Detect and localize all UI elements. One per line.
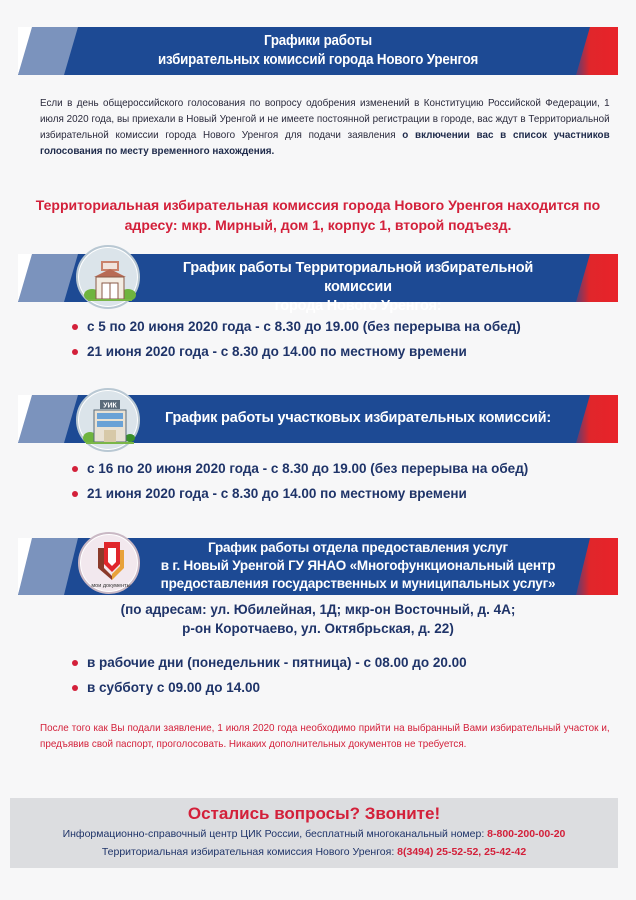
mfc-schedule-list (72, 650, 467, 700)
intro-paragraph (40, 95, 610, 159)
uik-schedule-list (72, 456, 528, 506)
page-title (42, 27, 594, 70)
section-title-line2: в г. Новый Уренгой ГУ ЯНАО «Многофункциональный центр (160, 558, 556, 573)
list-item: с 5 по 20 июня 2020 года - с 8.30 до 19.00 (без перерыва на обед) (72, 314, 521, 339)
contacts-box (10, 798, 618, 868)
list-item: 21 июня 2020 года - с 8.30 до 14.00 по местному времени (72, 339, 521, 364)
section-title-line2: города Нового Уренгоя: (274, 298, 442, 314)
mfc-addresses (18, 600, 618, 638)
page-title-line2: избирательных комиссий города Нового Уренгоя (157, 52, 479, 68)
mfc-address-line1: (по адресам: ул. Юбилейная, 1Д; мкр-он Восточный, д. 4А; (120, 602, 516, 617)
contacts-heading: Остались вопросы? Звоните! (187, 804, 441, 823)
intro-text: Если в день общероссийского голосования по вопросу одобрения изменений в Конституцию Российской Федерации, 1 июля 2020 года, вы приехали в Новый Уренгой и не имеете постоянной регистрации в городе, вас ждут в Территориальной избирательной комиссии города Нового Уренгоя для подачи заявления (40, 97, 610, 141)
tik-schedule-list (72, 314, 521, 364)
list-item: в субботу с 09.00 до 14.00 (72, 675, 467, 700)
list-item: 21 июня 2020 года - с 8.30 до 14.00 по местному времени (72, 481, 528, 506)
section-title-line3: предоставления государственных и муниципальных услуг» (160, 576, 556, 591)
section-title-line1: График работы Территориальной избирательной комиссии (182, 260, 534, 295)
section-title-line1: График работы отдела предоставления услуг (208, 540, 508, 555)
polling-station-icon (76, 388, 140, 452)
after-note: После того как Вы подали заявление, 1 июля 2020 года необходимо прийти на выбранный Вами избирательный участок и, предъявив свой паспорт, проголосовать. Никаких дополнительных документов не требуется. (40, 722, 610, 750)
intro-bold-text: о включении вас в список участников голосования по месту временного нахождения. (40, 129, 610, 157)
contact-label: Территориальная избирательная комиссия Нового Уренгоя: (101, 846, 398, 858)
contact-line-cik (10, 828, 618, 840)
phone-number[interactable]: 8-800-200-00-20 (487, 828, 566, 840)
title-banner (18, 27, 618, 75)
phone-number[interactable]: 8(3494) 25-52-52, 25-42-42 (397, 846, 527, 858)
uik-label: УИК (103, 402, 117, 410)
mfc-logo-label: мои документы (91, 583, 131, 589)
section-title-line1: График работы участковых избирательных комиссий: (164, 410, 552, 426)
mfc-logo-icon (78, 532, 140, 594)
building-icon (76, 245, 140, 309)
contact-line-tik (10, 846, 618, 858)
tik-address: Территориальная избирательная комиссия города Нового Уренгоя находится по адресу: мкр. Мирный, дом 1, корпус 1, второй подъезд. (35, 197, 601, 233)
mfc-address-line2: р-он Коротчаево, ул. Октябрьская, д. 22) (182, 621, 454, 636)
page-title-line1: Графики работы (263, 33, 373, 49)
contact-label: Информационно-справочный центр ЦИК России, бесплатный многоканальный номер: (62, 828, 488, 840)
list-item: в рабочие дни (понедельник - пятница) - с 08.00 до 20.00 (72, 650, 467, 675)
list-item: с 16 по 20 июня 2020 года - с 8.30 до 19.00 (без перерыва на обед) (72, 456, 528, 481)
